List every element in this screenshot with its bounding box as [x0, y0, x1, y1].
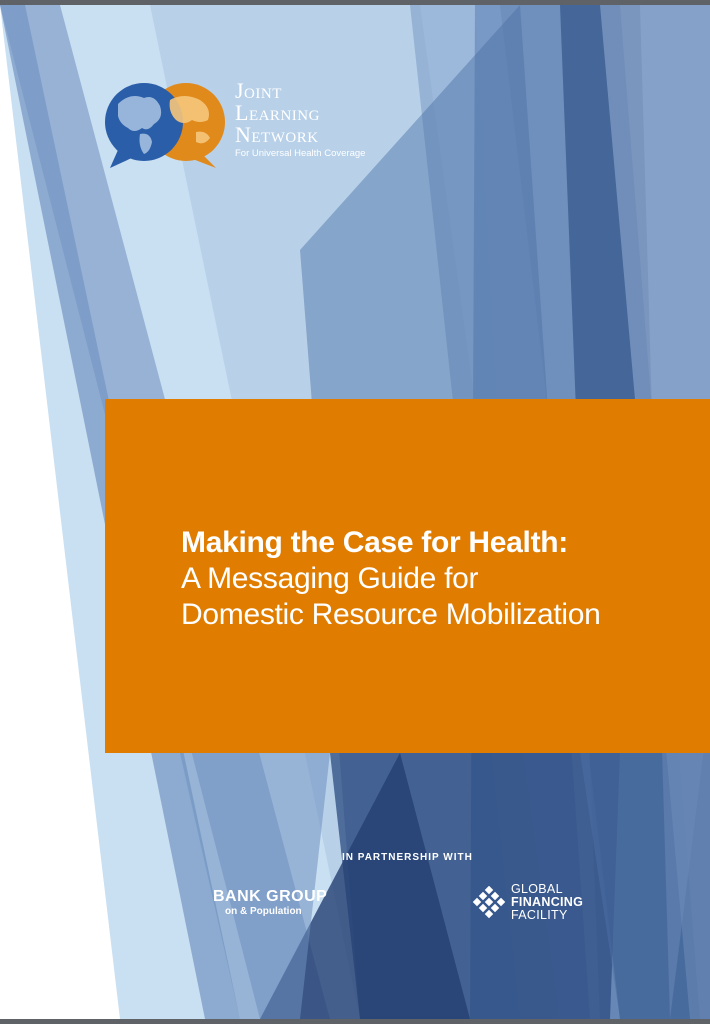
- gff-line-3: FACILITY: [511, 908, 568, 922]
- title-line-3: Domestic Resource Mobilization: [181, 598, 601, 631]
- document-title: [181, 525, 601, 633]
- gff-line-2: FINANCING: [511, 895, 584, 909]
- bottom-border: [0, 1019, 710, 1024]
- jln-logo: [104, 78, 394, 178]
- world-bank-main-text: BANK GROUP: [213, 888, 328, 905]
- title-bold-line: Making the Case for Health:: [181, 526, 568, 559]
- gff-diamond-lattice-icon: [472, 886, 506, 920]
- title-line-2: A Messaging Guide for: [181, 562, 479, 595]
- logo-line-1: Joint: [235, 78, 282, 103]
- title-panel: [105, 399, 710, 753]
- partnership-label: IN PARTNERSHIP WITH: [342, 852, 473, 863]
- gff-line-1: GLOBAL: [511, 882, 563, 896]
- logo-line-3: Network: [235, 122, 319, 147]
- logo-tagline: For Universal Health Coverage: [235, 148, 366, 159]
- world-bank-logo: [213, 888, 327, 918]
- world-bank-sub-text: on & Population: [225, 906, 302, 917]
- speech-bubble-globe-icon: [104, 80, 226, 170]
- logo-line-2: Learning: [235, 100, 320, 125]
